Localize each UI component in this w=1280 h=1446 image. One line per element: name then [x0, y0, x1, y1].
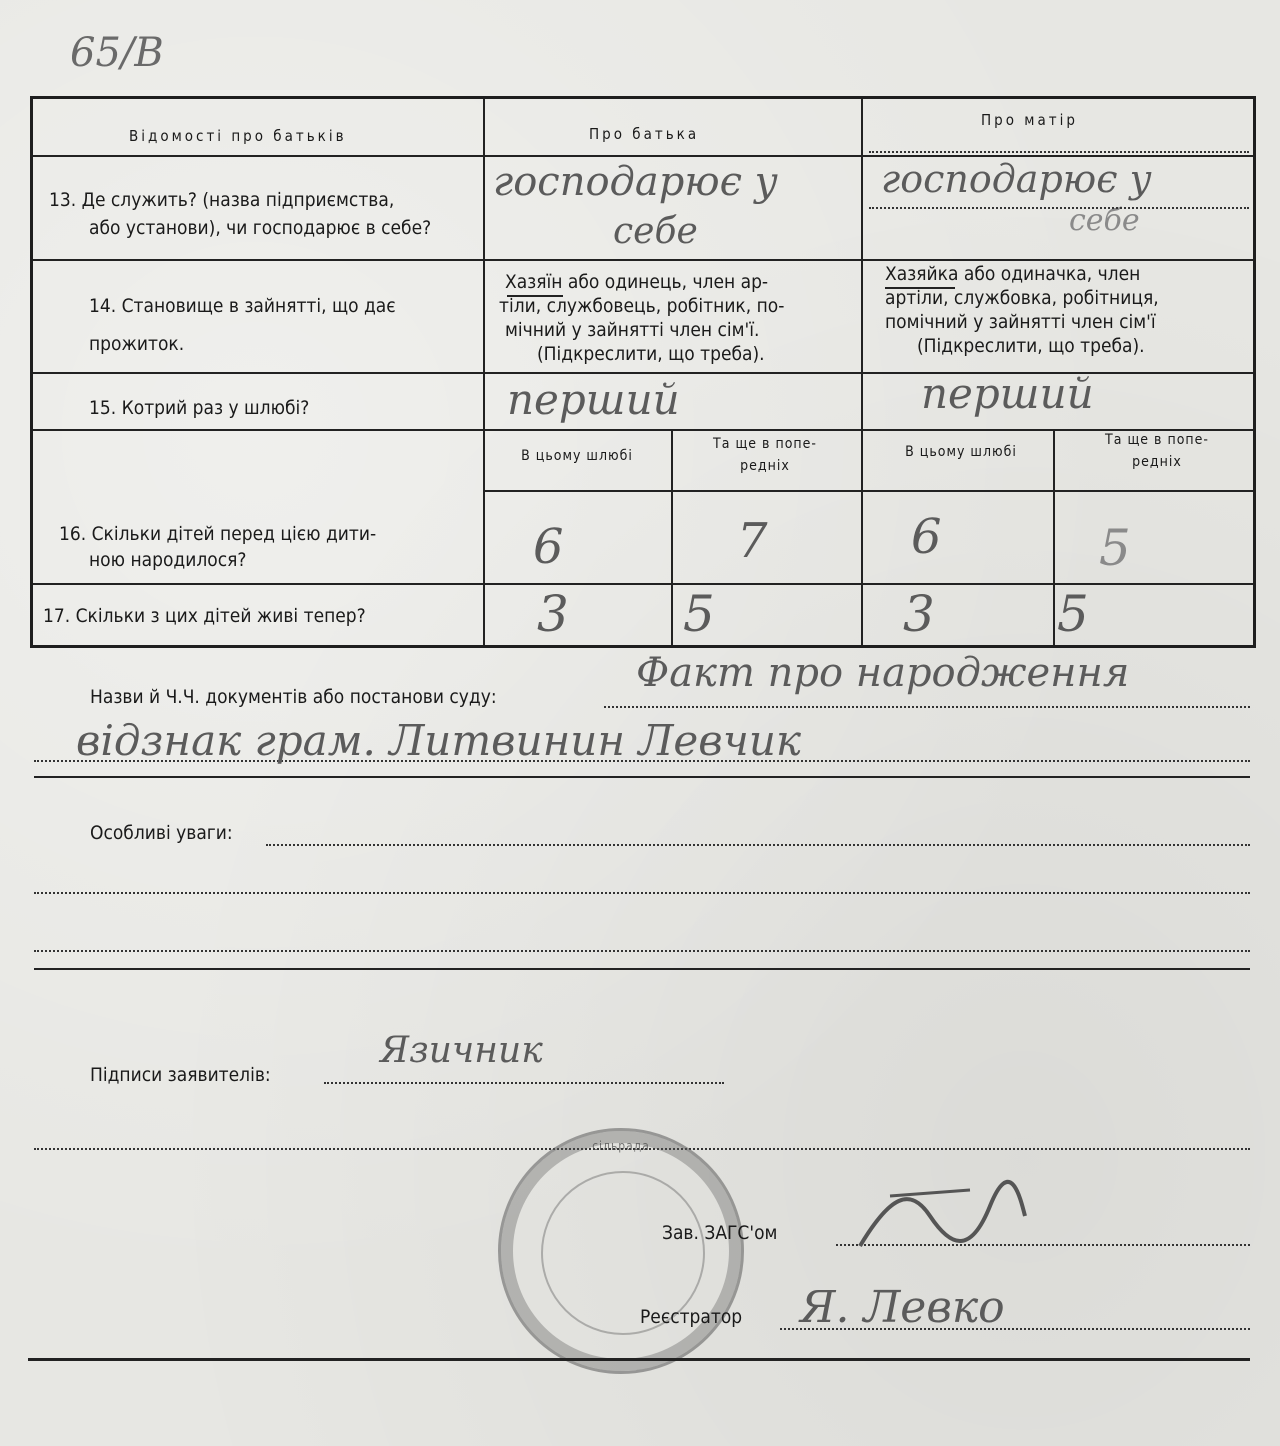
q13-line1: 13. Де служить? (назва підприємства,	[49, 189, 395, 211]
divider-line	[34, 776, 1250, 778]
header-mother: Про матір	[981, 111, 1078, 129]
official-stamp	[498, 1128, 744, 1374]
sub-previous-father-2: редніх	[740, 458, 790, 474]
head-signature	[850, 1176, 1030, 1266]
bottom-line	[28, 1358, 1250, 1361]
stamp-text: сільрада	[592, 1139, 650, 1153]
page-number: 65/B	[70, 30, 164, 76]
registrar-signature: Я. Левко	[800, 1282, 1005, 1333]
header-info: Відомості про батьків	[129, 127, 347, 145]
q14-line1: 14. Становище в зайнятті, що дає	[89, 295, 396, 317]
father-status-line4: (Підкреслити, що треба).	[537, 343, 765, 365]
sub-this-marriage-father: В цьому шлюбі	[521, 448, 633, 464]
sub-previous-father-1: Та ще в попе-	[713, 436, 817, 452]
father-employment-hand2: себе	[613, 211, 698, 252]
father-children-this: 6	[533, 519, 564, 575]
sub-previous-mother-2: редніх	[1132, 454, 1182, 470]
col-divider	[861, 99, 863, 645]
applicants-label: Підписи заявителів:	[90, 1064, 271, 1086]
fill-line	[869, 207, 1249, 209]
fill-line	[324, 1082, 724, 1084]
sub-previous-mother-1: Та ще в попе-	[1105, 432, 1209, 448]
fill-line	[869, 151, 1249, 153]
mother-children-this: 6	[911, 509, 942, 565]
documents-hand-line1: Факт про народження	[636, 650, 1130, 696]
q16-line1: 16. Скільки дітей перед цією дити-	[59, 523, 377, 545]
divider-line	[34, 968, 1250, 970]
special-notes-label: Особливі уваги:	[90, 822, 233, 844]
parents-info-table	[30, 96, 1256, 648]
mother-employment-hand2: себе	[1069, 203, 1140, 238]
fill-line	[604, 706, 1250, 708]
registrar-label: Реєстратор	[640, 1306, 743, 1328]
father-status-line1: Хазяїн або одинець, член ар-	[505, 271, 769, 293]
documents-hand-line2: відзнак грам. Литвинин Левчик	[76, 716, 801, 765]
applicant-signature: Язичник	[380, 1030, 543, 1071]
underline	[507, 295, 563, 297]
q13-line2: або установи), чи господарює в себе?	[89, 217, 432, 239]
mother-status-line1: Хазяйка або одиначка, член	[885, 263, 1141, 285]
mother-alive-this: 3	[903, 585, 935, 643]
mother-alive-prev: 5	[1057, 585, 1089, 643]
fill-line	[266, 844, 1250, 846]
father-status-line2: тіли, службовець, робітник, по-	[499, 295, 785, 317]
father-children-prev: 7	[737, 513, 768, 569]
col-divider	[483, 99, 485, 645]
father-employment-hand: господарює у	[493, 159, 778, 205]
col-divider	[1053, 429, 1055, 645]
documents-label: Назви й Ч.Ч. документів або постанови суду:	[90, 686, 497, 708]
q14-line2: прожиток.	[89, 333, 185, 355]
mother-employment-hand: господарює у	[881, 157, 1152, 201]
row-divider	[485, 490, 1253, 492]
mother-marriage-hand: перший	[921, 369, 1094, 418]
q17: 17. Скільки з цих дітей живі тепер?	[43, 605, 366, 627]
father-alive-this: 3	[537, 585, 569, 643]
head-zags-label: Зав. ЗАГС'ом	[662, 1222, 778, 1244]
sub-this-marriage-mother: В цьому шлюбі	[905, 444, 1017, 460]
q16-line2: ною народилося?	[89, 549, 247, 571]
fill-line	[34, 950, 1250, 952]
fill-line	[34, 892, 1250, 894]
mother-status-line4: (Підкреслити, що треба).	[917, 335, 1145, 357]
father-marriage-hand: перший	[507, 375, 680, 424]
mother-status-line3: помічний у зайнятті член сім'ї	[885, 311, 1156, 333]
q15: 15. Котрий раз у шлюбі?	[89, 397, 310, 419]
row-divider	[33, 429, 1253, 431]
header-father: Про батька	[589, 125, 700, 143]
mother-children-prev: 5	[1099, 519, 1131, 577]
underline	[885, 287, 955, 289]
father-status-line3: мічний у зайнятті член сім'ї.	[505, 319, 760, 341]
col-divider	[671, 429, 673, 645]
mother-status-line2: артіли, службовка, робітниця,	[885, 287, 1159, 309]
father-alive-prev: 5	[683, 585, 715, 643]
